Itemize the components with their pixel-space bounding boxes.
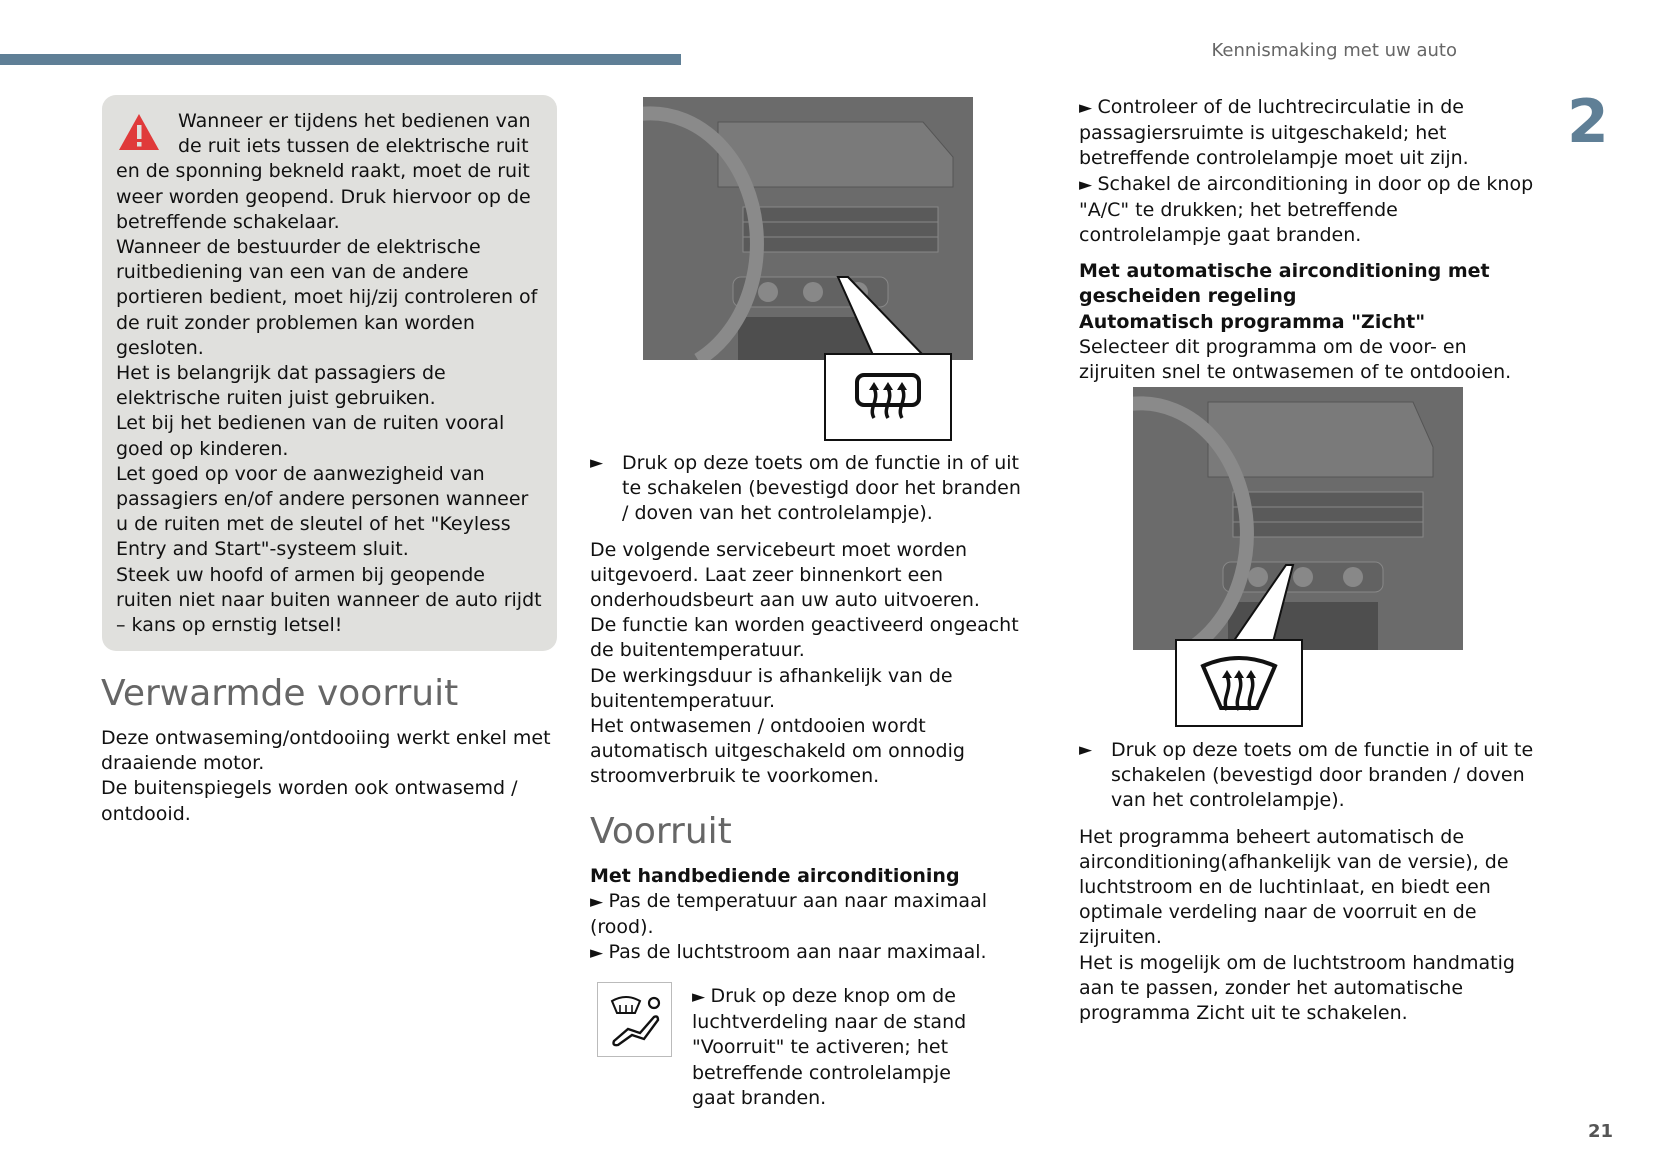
paragraph: De werkingsduur is afhankelijk van de buitentemperatuur. [590, 664, 953, 712]
callout-pointer [1133, 387, 1463, 647]
warning-triangle-icon [118, 113, 160, 151]
paragraph: De buitenspiegels worden ook ontwasemd / ontdooid. [101, 777, 518, 825]
bullet-arrow-icon: ► [590, 453, 604, 473]
instruction-bullet: ► Druk op deze toets om de functie in of uit te schakelen (bevestigd door het branden / doven van het controlelampje). [590, 451, 1030, 527]
warning-paragraph: Steek uw hoofd of armen bij geopende ruiten niet naar buiten wanneer de auto rijdt – kans op ernstig letsel! [116, 563, 542, 637]
section-heated-windscreen [101, 673, 561, 827]
warning-paragraph: Het is belangrijk dat passagiers de elektrische ruiten juist gebruiken. [116, 362, 446, 410]
column-3-text [1079, 95, 1539, 385]
chapter-title: Kennismaking met uw auto [1211, 40, 1457, 61]
callout-pointer [643, 97, 973, 357]
bullet-arrow-icon: ► [1079, 740, 1093, 760]
step: ► Controleer of de luchtrecirculatie in de passagiersruimte is uitgeschakeld; het betreffende controlelampje moet uit zijn. [1079, 96, 1469, 170]
paragraph: Het programma beheert automatisch de airconditioning(afhankelijk van de versie), de luchtstroom en de luchtinlaat, en biedt een optimale verdeling naar de voorruit en de zijruiten. [1079, 825, 1509, 949]
instruction-bullet: ► Druk op deze toets om de functie in of uit te schakelen (bevestigd door branden / doven van het controlelampje). [1079, 738, 1549, 814]
warning-paragraph: Wanneer er tijdens het bedienen van de ruit iets tussen de elektrische ruit en de sponning bekneld raakt, moet de ruit weer worden geopend. Druk hiervoor op de betreffende schakelaar. [116, 110, 531, 233]
step: ► Pas de temperatuur aan naar maximaal (rood). [590, 889, 987, 939]
warning-text [116, 109, 545, 638]
chapter-number: 2 [1567, 87, 1609, 157]
warning-paragraph: Wanneer de bestuurder de elektrische ruitbediening van een van de andere portieren bedient, moet hij/zij controleren of de ruit zonder problemen kan worden gesloten. [116, 236, 538, 359]
air-distribution-button-illustration [597, 982, 672, 1057]
column-2-text [590, 451, 1030, 966]
windscreen-defrost-callout [1175, 639, 1303, 727]
rear-window-defrost-icon [854, 372, 922, 422]
rear-defrost-callout [824, 353, 952, 441]
page-number: 21 [1588, 1121, 1614, 1142]
warning-paragraph: Let goed op voor de aanwezigheid van passagiers en/of andere personen wanneer u de ruiten met de sleutel of het "Keyless Entry and Start"-systeem sluit. [116, 462, 529, 561]
windscreen-defrost-icon [1199, 652, 1279, 714]
warning-box [102, 95, 557, 651]
paragraph: De volgende servicebeurt moet worden uitgevoerd. Laat zeer binnenkort een onderhoudsbeurt aan uw auto uitvoeren. [590, 538, 980, 612]
paragraph: Deze ontwaseming/ontdooiing werkt enkel met draaiende motor. [101, 727, 551, 775]
warning-paragraph: Let bij het bedienen van de ruiten vooral goed op kinderen. [116, 412, 505, 460]
paragraph: Het is mogelijk om de luchtstroom handmatig aan te passen, zonder het automatische programma Zicht uit te schakelen. [1079, 951, 1515, 1025]
step: ► Schakel de airconditioning in door op de knop "A/C" te drukken; het betreffende controlelampje gaat branden. [1079, 172, 1534, 247]
windscreen-air-distribution-icon [604, 989, 666, 1051]
section-title: Verwarmde voorruit [101, 673, 459, 714]
icon-step: ► Druk op deze knop om de luchtverdeling naar de stand "Voorruit" te activeren; het betreffende controlelampje gaat branden. [692, 985, 967, 1109]
paragraph: Selecteer dit programma om de voor- en zijruiten snel te ontwasemen of te ontdooien. [1079, 335, 1512, 384]
header-accent-bar [0, 54, 681, 65]
section-title-voorruit: Voorruit [590, 810, 732, 852]
paragraph: De functie kan worden geactiveerd ongeacht de buitentemperatuur. [590, 614, 1019, 662]
subheading-zicht: Automatisch programma "Zicht" [1079, 310, 1426, 333]
step: ► Pas de luchtstroom aan naar maximaal. [590, 941, 987, 964]
column-3-text-bottom [1079, 738, 1549, 1026]
paragraph: Het ontwasemen / ontdooien wordt automatisch uitgeschakeld om onnodig stroomverbruik te voorkomen. [590, 715, 965, 788]
subheading-manual-ac: Met handbediende airconditioning [590, 864, 960, 887]
subheading-auto-ac: Met automatische airconditioning met gescheiden regeling [1079, 260, 1490, 308]
